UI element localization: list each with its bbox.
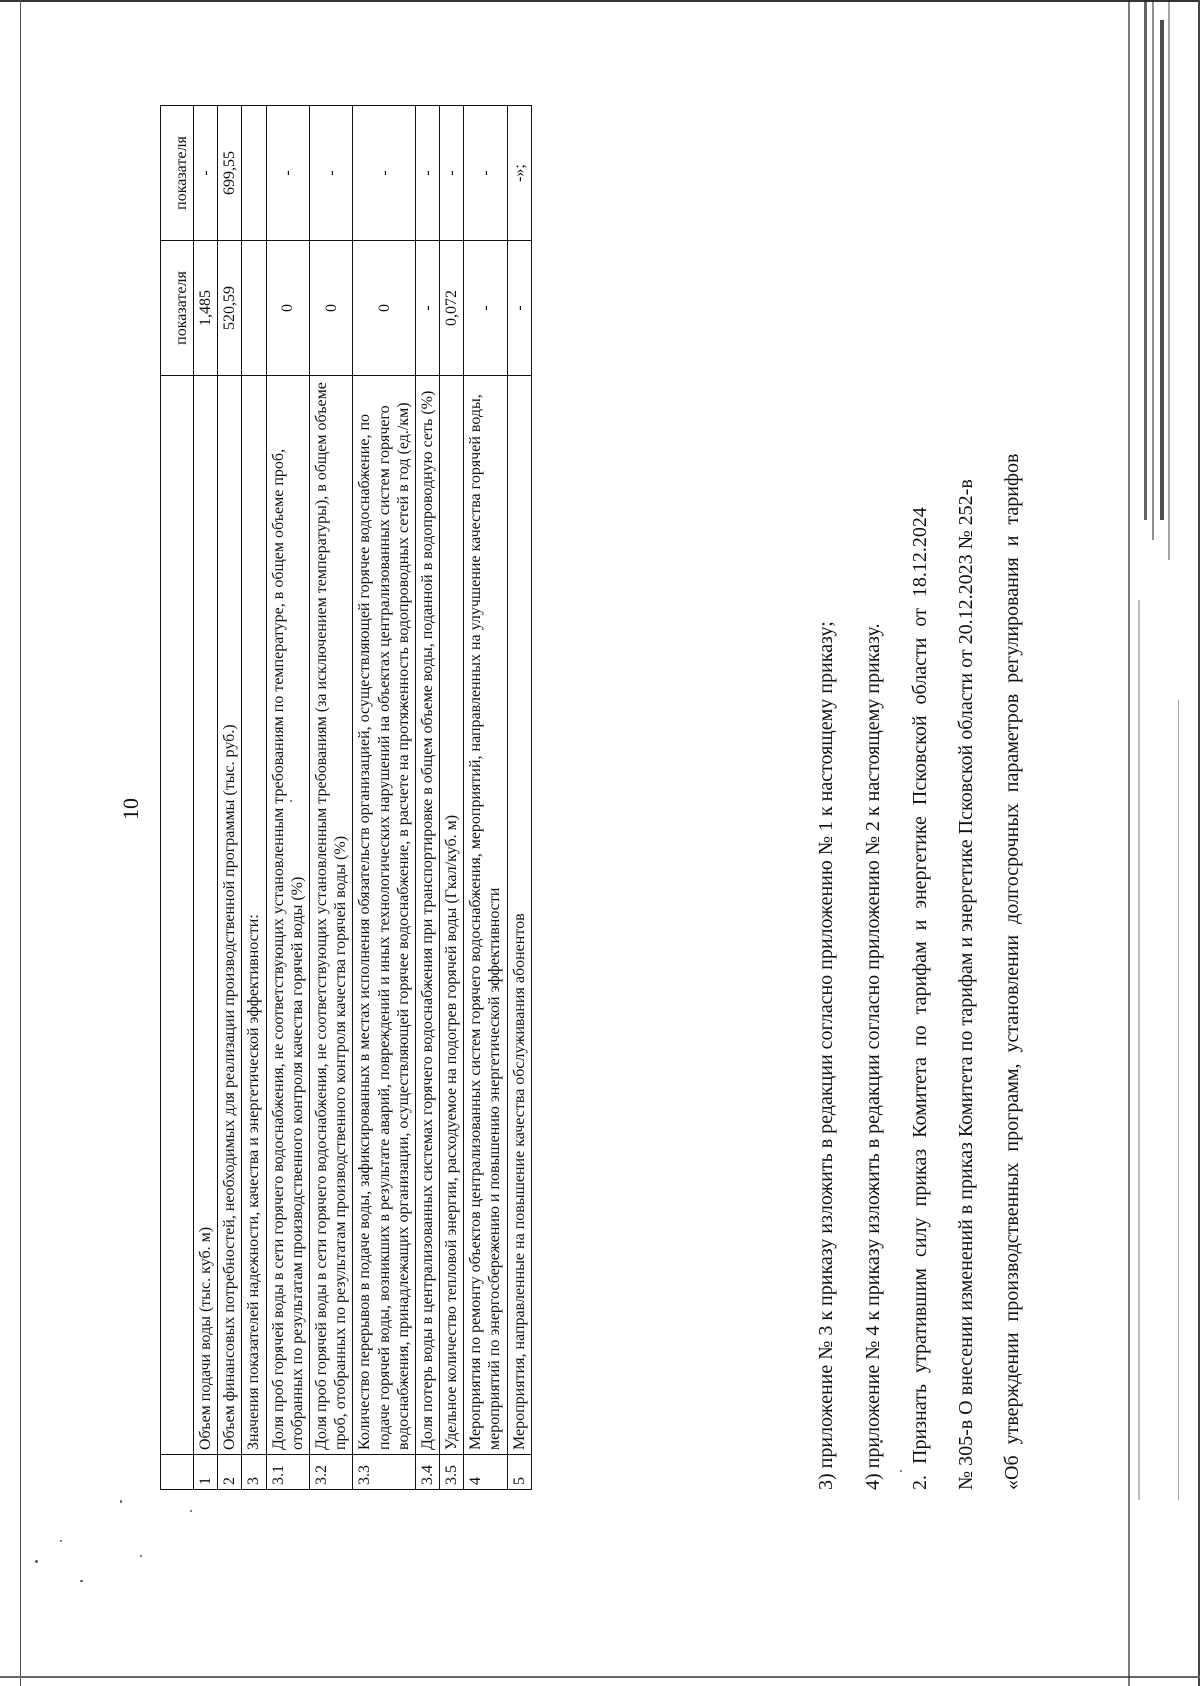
row-value-2: -»; bbox=[507, 106, 531, 241]
row-value-1: 1,485 bbox=[194, 241, 218, 376]
header-cell-value-2: показателя bbox=[161, 106, 194, 241]
row-number: 4 bbox=[464, 1455, 507, 1490]
paragraph-revoke-order-cont: № 305-в О внесении изменений в приказ Комитета по тарифам и энергетике Псковской области от 20.12.2023 № 252-в bbox=[955, 479, 977, 1490]
header-cell-value-1: показателя bbox=[161, 241, 194, 376]
row-indicator-name: Доля проб горячей воды в сети горячего водоснабжения, не соответствующих установленным требованиям по температуре, в общем объеме проб, отобранных по результатам производственного контроля качества горячей воды (%) bbox=[266, 376, 309, 1455]
paragraph-revoke-order: 2. Признать утратившим силу приказ Комитета по тарифам и энергетике Псковской области от 18.12.2024 bbox=[909, 507, 931, 1490]
row-number: 5 bbox=[507, 1455, 531, 1490]
paragraph-appendix-3: 3) приложение № 3 к приказу изложить в редакции согласно приложению № 1 к настоящему приказу; bbox=[815, 621, 837, 1490]
row-value-2: - bbox=[415, 106, 439, 241]
table-row bbox=[309, 106, 352, 1490]
row-indicator-name: Объем финансовых потребностей, необходимых для реализации производственной программы (тыс. руб.) bbox=[218, 376, 242, 1455]
scan-noise-strip bbox=[1108, 0, 1188, 1686]
row-number: 3.3 bbox=[353, 1455, 416, 1490]
rotated-document-page bbox=[0, 40, 1110, 1640]
row-value-1: 0 bbox=[309, 241, 352, 376]
table-row bbox=[507, 106, 531, 1490]
row-value-2: - bbox=[266, 106, 309, 241]
row-value-1: 0,072 bbox=[440, 241, 464, 376]
row-number: 2 bbox=[218, 1455, 242, 1490]
row-indicator-name: Доля потерь воды в централизованных системах горячего водоснабжения при транспортировке в общем объеме воды, поданной в водопроводную сеть (%) bbox=[415, 376, 439, 1455]
row-indicator-name: Мероприятия, направленные на повышение качества обслуживания абонентов bbox=[507, 376, 531, 1455]
table-row bbox=[353, 106, 416, 1490]
row-number: 3.4 bbox=[415, 1455, 439, 1490]
row-indicator-name: Объем подачи воды (тыс. куб. м) bbox=[194, 376, 218, 1455]
row-value-2: - bbox=[309, 106, 352, 241]
table-row bbox=[194, 106, 218, 1490]
table-row bbox=[266, 106, 309, 1490]
row-number: 1 bbox=[194, 1455, 218, 1490]
row-value-1: - bbox=[464, 241, 507, 376]
table-header-row bbox=[161, 106, 194, 1490]
row-number: 3.2 bbox=[309, 1455, 352, 1490]
row-number: 3.1 bbox=[266, 1455, 309, 1490]
row-value-2: - bbox=[194, 106, 218, 241]
row-indicator-name: Доля проб горячей воды в сети горячего водоснабжения, не соответствующих установленным требованиям (за исключением температуры), в общем объеме проб, отобранных по результатам производственного контроля качества горячей воды (%) bbox=[309, 376, 352, 1455]
row-value-1 bbox=[242, 241, 266, 376]
row-indicator-name: Мероприятия по ремонту объектов централизованных систем горячего водоснабжения, мероприятий, направленных на улучшение качества горячей воды, мероприятий по энергосбережению и повышению энергетической эффективности bbox=[464, 376, 507, 1455]
row-value-1: - bbox=[415, 241, 439, 376]
row-indicator-name: Значения показателей надежности, качества и энергетической эффективности: bbox=[242, 376, 266, 1455]
scan-edge-top bbox=[0, 0, 1200, 2]
table-row bbox=[242, 106, 266, 1490]
indicators-table bbox=[160, 105, 532, 1490]
paragraph-revoke-order-title: «Об утверждении производственных программ, установлении долгосрочных параметров регулирования и тарифов bbox=[1001, 453, 1023, 1490]
header-cell-num bbox=[161, 1455, 194, 1490]
header-cell-name bbox=[161, 376, 194, 1455]
table-row bbox=[218, 106, 242, 1490]
paragraph-appendix-4: 4) приложение № 4 к приказу изложить в редакции согласно приложению № 2 к настоящему приказу. bbox=[862, 623, 884, 1490]
row-value-2: - bbox=[353, 106, 416, 241]
row-value-1: 0 bbox=[266, 241, 309, 376]
scan-edge-bottom bbox=[0, 1676, 1200, 1678]
row-indicator-name: Удельное количество тепловой энергии, расходуемое на подогрев горячей воды (Гкал/куб. м) bbox=[440, 376, 464, 1455]
row-value-1: 520,59 bbox=[218, 241, 242, 376]
table-row bbox=[415, 106, 439, 1490]
row-number: 3.5 bbox=[440, 1455, 464, 1490]
row-indicator-name: Количество перерывов в подаче воды, зафиксированных в местах исполнения обязательств организацией, осуществляющей горячее водоснабжение, по подаче горячей воды, возникших в результате аварий, повреждений и иных технологических нарушений на объектах централизованных систем горячего водоснабжения, принадлежащих организации, осуществляющей горячее водоснабжение, в расчете на протяженность водопроводных сетей в год (ед./км) bbox=[353, 376, 416, 1455]
row-value-2: - bbox=[464, 106, 507, 241]
page-number: 10 bbox=[118, 798, 143, 820]
table-row bbox=[440, 106, 464, 1490]
row-value-1: - bbox=[507, 241, 531, 376]
row-value-1: 0 bbox=[353, 241, 416, 376]
row-value-2: - bbox=[440, 106, 464, 241]
row-value-2: 699,55 bbox=[218, 106, 242, 241]
table-row bbox=[464, 106, 507, 1490]
row-value-2 bbox=[242, 106, 266, 241]
row-number: 3 bbox=[242, 1455, 266, 1490]
